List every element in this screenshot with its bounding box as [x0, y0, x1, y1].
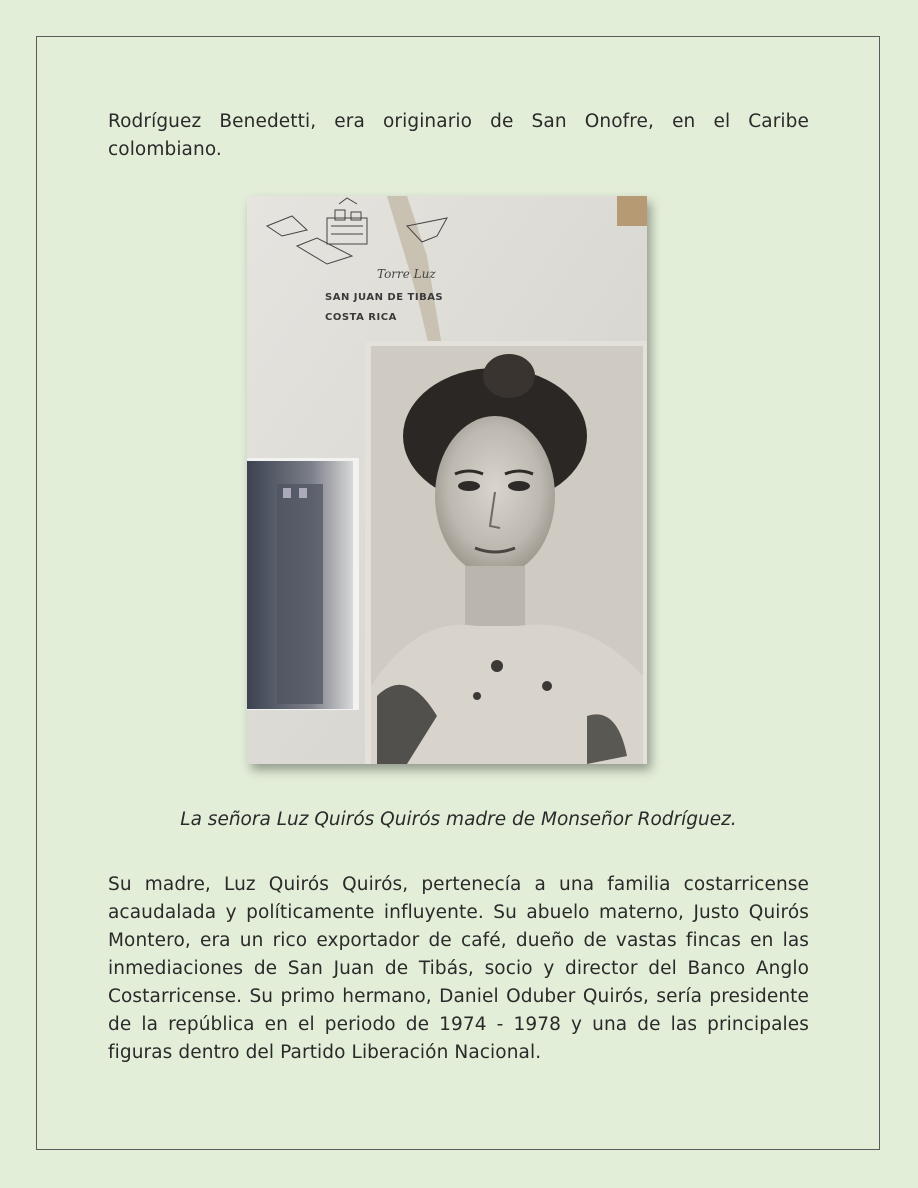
photo-caption: La señora Luz Quirós Quirós madre de Monseñor Rodríguez. [180, 809, 737, 830]
mother-paragraph: Su madre, Luz Quirós Quirós, pertenecía a una familia costarricense acaudalada y políticamente influyente. Su abuelo materno, Justo Quirós Montero, era un rico exportador de café, dueño de vastas fincas en las inmediaciones de San Juan de Tibás, socio y director del Banco Anglo Costarricense. Su primo hermano, Daniel Oduber Quirós, sería presidente de la república en el periodo de 1974 - 1978 y una de las principales figuras dentro del Partido Liberación Nacional. [108, 874, 809, 1063]
letterhead-script: Torre Luz [377, 267, 436, 281]
letterhead-line2: COSTA RICA [325, 312, 397, 323]
portrait-photo [247, 196, 647, 764]
intro-paragraph: Rodríguez Benedetti, era originario de San Onofre, en el Caribe colombiano. [108, 111, 809, 160]
letterhead-line1: SAN JUAN DE TIBAS [325, 292, 444, 303]
